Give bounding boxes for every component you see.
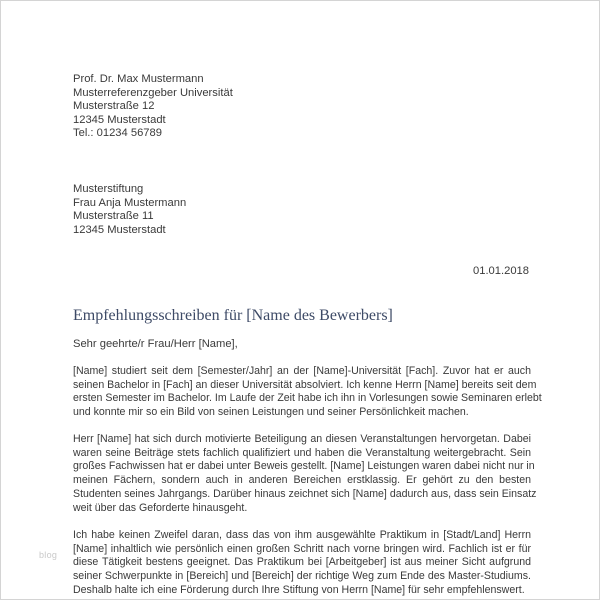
- paragraph-line: Deshalb halte ich eine Förderung durch Ihre Stiftung von Herrn [Name] für sehr empfehlenswert.: [73, 583, 525, 596]
- letter-date: 01.01.2018: [473, 265, 529, 277]
- sender-phone: Tel.: 01234 56789: [73, 127, 162, 140]
- recipient-city: 12345 Musterstadt: [73, 223, 166, 236]
- paragraph-line: [Name] studiert seit dem [Semester/Jahr] an der [Name]-Universität [Fach]. Zuvor hat er auch: [73, 365, 531, 377]
- letter-title: Empfehlungsschreiben für [Name des Bewerbers]: [73, 307, 393, 324]
- recipient-org: Musterstiftung: [73, 183, 144, 195]
- paragraph-line: seiner Schwerpunkte in [Bereich] und [Bereich] der richtige Weg zum Ende des Master-Studiums.: [73, 570, 531, 583]
- salutation: Sehr geehrte/r Frau/Herr [Name],: [73, 338, 238, 350]
- sender-city: 12345 Musterstadt: [73, 113, 166, 126]
- paragraph-line: großes Fachwissen hat er dabei unter Beweis gestellt. [Name] Leistungen waren dabei nicht nur in: [73, 460, 535, 473]
- paragraph-line: Studenten seines Jahrgangs. Darüber hinaus zeichnet sich [Name] dadurch aus, dass sein Einsatz: [73, 487, 537, 500]
- paragraph-line: meinen Fächern, sondern auch in anderen Bereichen erstklassig. Er gehört zu den besten: [73, 474, 531, 487]
- paragraph-line: seinen Bachelor in [Fach] an dieser Universität absolviert. Ich kenne Herrn [Name] bereits seit dem: [73, 378, 537, 391]
- paragraph-line: und konnte mir so ein Bild von seinen Leistungen und seiner Persönlichkeit machen.: [73, 406, 469, 419]
- paragraph-line: ersten Semester im Bachelor. Im Laufe der Zeit habe ich ihn in Vorlesungen sowie Seminaren erlebt: [73, 392, 542, 405]
- recipient-address: [73, 183, 186, 237]
- paragraph-line: Ich habe keinen Zweifel daran, dass das von ihm ausgewählte Praktikum in [Stadt/Land] Herrn: [73, 529, 531, 541]
- sender-address: [73, 73, 233, 141]
- recipient-street: Musterstraße 11: [73, 210, 154, 223]
- paragraph-line: diese Tätigkeit bestens geeignet. Das Praktikum bei [Arbeitgeber] ist aus meiner Sicht aufgrund: [73, 556, 531, 569]
- watermark: blog: [39, 550, 58, 560]
- paragraph-2: [73, 433, 537, 515]
- paragraph-1: [73, 365, 542, 420]
- sender-name: Prof. Dr. Max Mustermann: [73, 73, 204, 85]
- paragraph-line: [Name] inhaltlich wie persönlich einen großen Schritt nach vorne bringen wird. Fachlich ist er für: [73, 542, 531, 555]
- recipient-name: Frau Anja Mustermann: [73, 196, 187, 209]
- paragraph-line: Herr [Name] hat sich durch motivierte Beteiligung an diesen Veranstaltungen hervorgetan. Dabei: [73, 433, 531, 445]
- sender-street: Musterstraße 12: [73, 100, 155, 113]
- paragraph-line: waren seine Beiträge stets fachlich qualifiziert und haben die Veranstaltung weitergebracht. Sein: [73, 446, 531, 459]
- paragraph-line: weit über das Geforderte hinausgeht.: [73, 501, 248, 514]
- paragraph-3: [73, 529, 531, 598]
- sender-institution: Musterreferenzgeber Universität: [73, 86, 233, 99]
